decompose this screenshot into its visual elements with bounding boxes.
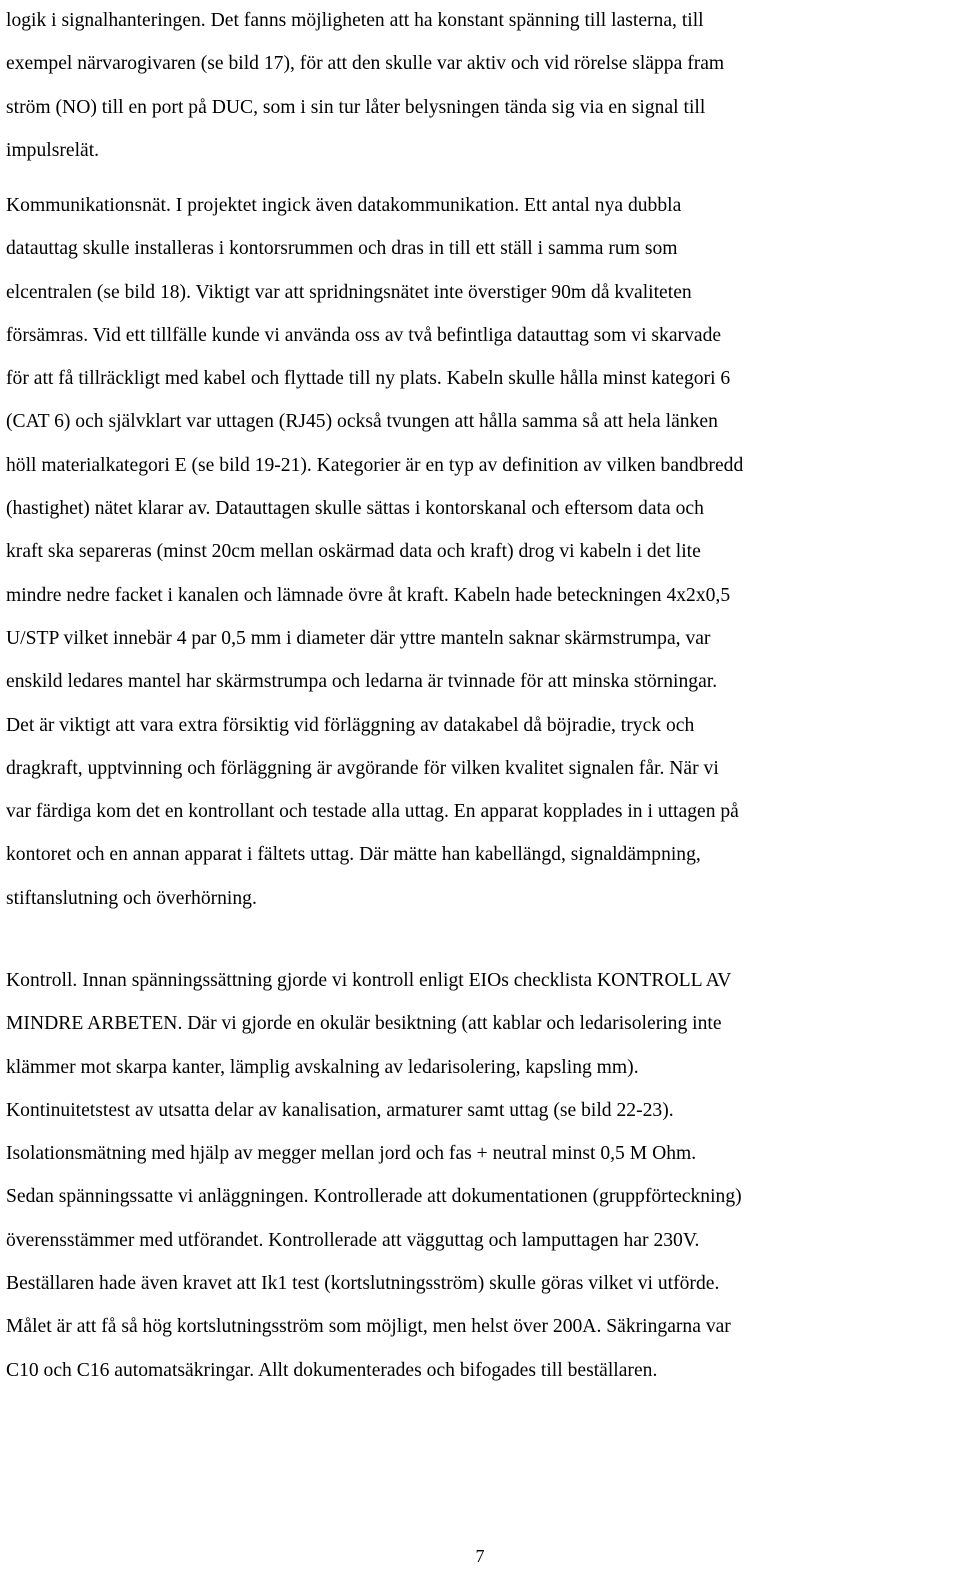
text-line: höll materialkategori E (se bild 19-21). Kategorier är en typ av definition av vilken bandbredd [6, 454, 744, 476]
text-line: dragkraft, upptvinning och förläggning är avgörande för vilken kvalitet signalen får. När vi [6, 757, 719, 779]
paragraph-signal-logic [6, 0, 952, 172]
text-line: överensstämmer med utförandet. Kontrollerade att vägguttag och lamputtagen har 230V. [6, 1229, 700, 1251]
paragraph-communication-network [6, 184, 952, 920]
text-line: C10 och C16 automatsäkringar. Allt dokumenterades och bifogades till beställaren. [6, 1359, 658, 1381]
text-line: stiftanslutning och överhörning. [6, 887, 257, 909]
text-line: logik i signalhanteringen. Det fanns möjligheten att ha konstant spänning till lasterna, till [6, 10, 704, 31]
text-line: elcentralen (se bild 18). Viktigt var att spridningsnätet inte överstiger 90m då kvaliteten [6, 281, 692, 303]
text-line: enskild ledares mantel har skärmstrumpa och ledarna är tvinnade för att minska störningar. [6, 671, 718, 693]
text-line: mindre nedre facket i kanalen och lämnade övre åt kraft. Kabeln hade beteckningen 4x2x0,5 [6, 584, 731, 606]
text-line: Kommunikationsnät. I projektet ingick även datakommunikation. Ett antal nya dubbla [6, 195, 682, 216]
text-line: Kontroll. Innan spänningssättning gjorde vi kontroll enligt EIOs checklista KONTROLL AV [6, 970, 732, 991]
text-line: U/STP vilket innebär 4 par 0,5 mm i diameter där yttre manteln saknar skärmstrumpa, var [6, 627, 711, 649]
text-line: Isolationsmätning med hjälp av megger mellan jord och fas + neutral minst 0,5 M Ohm. [6, 1143, 697, 1165]
text-line: ström (NO) till en port på DUC, som i sin tur låter belysningen tända sig via en signal till [6, 96, 706, 118]
page-number: 7 [475, 1546, 485, 1566]
text-line: Sedan spänningssatte vi anläggningen. Kontrollerade att dokumentationen (gruppförteckning) [6, 1186, 742, 1208]
text-line: kraft ska separeras (minst 20cm mellan oskärmad data och kraft) drog vi kabeln i det lite [6, 541, 701, 563]
text-line: MINDRE ARBETEN. Där vi gjorde en okulär besiktning (att kablar och ledarisolering inte [6, 1013, 722, 1035]
text-line: Kontinuitetstest av utsatta delar av kanalisation, armaturer samt uttag (se bild 22-23). [6, 1099, 674, 1121]
paragraph-inspection [6, 959, 952, 1392]
text-line: för att få tillräckligt med kabel och flyttade till ny plats. Kabeln skulle hålla minst kategori 6 [6, 368, 731, 390]
text-line: var färdiga kom det en kontrollant och testade alla uttag. En apparat kopplades in i uttagen på [6, 801, 739, 823]
text-line: klämmer mot skarpa kanter, lämplig avskalning av ledarisolering, kapsling mm). [6, 1056, 639, 1078]
text-line: Beställaren hade även kravet att Ik1 test (kortslutningsström) skulle göras vilket vi utförde. [6, 1273, 720, 1295]
text-line: försämras. Vid ett tillfälle kunde vi använda oss av två befintliga datauttag som vi skarvade [6, 324, 722, 346]
text-line: (CAT 6) och självklart var uttagen (RJ45) också tvungen att hålla samma så att hela länken [6, 411, 718, 433]
text-line: kontoret och en annan apparat i fältets uttag. Där mätte han kabellängd, signaldämpning, [6, 844, 701, 866]
text-line: (hastighet) nätet klarar av. Datauttagen skulle sättas i kontorskanal och eftersom data och [6, 498, 704, 520]
text-line: Målet är att få så hög kortslutningsström som möjligt, men helst över 200A. Säkringarna var [6, 1316, 731, 1338]
text-line: impulsrelät. [6, 139, 100, 161]
text-line: Det är viktigt att vara extra försiktig vid förläggning av datakabel då böjradie, tryck och [6, 714, 695, 736]
text-line: exempel närvarogivaren (se bild 17), för att den skulle var aktiv och vid rörelse släppa fram [6, 53, 725, 75]
text-line: datauttag skulle installeras i kontorsrummen och dras in till ett ställ i samma rum som [6, 238, 678, 260]
